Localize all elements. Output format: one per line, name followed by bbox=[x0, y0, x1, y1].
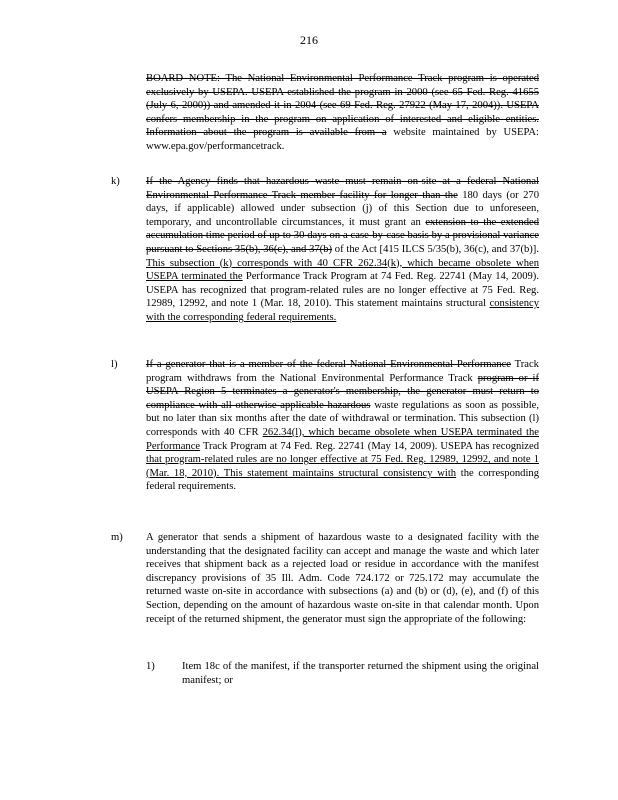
board-note-plain-text: website maintained by USEPA: www.epa.gov/performancetrack. bbox=[146, 127, 539, 152]
l-plain-text-3: Track Program at 74 Fed. Reg. 22741 (May 14, 2009). USEPA has recognized bbox=[200, 440, 539, 452]
board-note-struck-text: BOARD NOTE: The National Environmental Performance Track program is operated exclusively by USEPA. USEPA established the program in 2000 (see 65 Fed. Reg. 41655 (July 6, 2000)) and amended it in 2004 (see 69 Fed. Reg. 27922 (May 17, 2004)). USEPA confers membership in the program on application of interested and eligible entities. Information about the program is available from a bbox=[146, 73, 539, 139]
k-underlined-text-2: consistency with the corresponding federal requirements. bbox=[146, 298, 539, 323]
subsection-m-label: m) bbox=[111, 532, 123, 543]
k-plain-text-1: 180 days (or 270 days, if applicable) allowed under subsection (j) of this Section due to unforeseen, temporary, and uncontrollable circumstances, it must grant an bbox=[146, 189, 539, 228]
subsection-l-label: l) bbox=[111, 359, 118, 370]
subsection-k-label: k) bbox=[111, 176, 120, 187]
subsection-k-body bbox=[146, 175, 539, 325]
item-m1-body: Item 18c of the manifest, if the transporter returned the shipment using the original manifest; or bbox=[182, 661, 539, 686]
k-plain-text-3: Performance Track Program at 74 Fed. Reg. 22741 (May 14, 2009). USEPA has recognized that program-related rules are no longer effective at 75 Fed. Reg. 12989, 12992, and note 1 (Mar. 18, 2010). This statement maintains structural bbox=[146, 271, 539, 310]
l-plain-text-1: Track program withdraws from the National Environmental Performance Track bbox=[146, 359, 539, 384]
subsection-l-body bbox=[146, 358, 539, 494]
l-struck-text-1: If a generator that is a member of the federal National Environmental Performance bbox=[146, 359, 511, 370]
k-underlined-text-1: This subsection (k) corresponds with 40 CFR 262.34(k), which became obsolete when USEPA terminated the bbox=[146, 257, 539, 283]
board-note bbox=[146, 72, 539, 154]
k-struck-text-2: extension to the extended accumulation time period of up to 30 days on a case-by-case basis by a provisional variance pursuant to Sections 35(b), 36(c), and 37(b) bbox=[146, 216, 539, 255]
l-underlined-text-1: 262.34(l), which became obsolete when USEPA terminated the Performance bbox=[146, 426, 540, 452]
l-struck-text-2: program or if USEPA Region 5 terminates a generator's membership, the generator must return to compliance with all otherwise applicable hazardous bbox=[146, 372, 539, 411]
l-plain-text-4: the corresponding federal requirements. bbox=[146, 467, 540, 493]
item-m1-label: 1) bbox=[146, 661, 155, 672]
subsection-m-body: A generator that sends a shipment of hazardous waste to a designated facility with the understanding that the designated facility can accept and manage the waste and which later receives that shipment back as a rejected load or residue in accordance with the manifest discrepancy provisions of 35 Ill. Adm. Code 724.172 or 725.172 may accumulate the returned waste on-site in accordance with subsections (a) and (b) or (d), (e), and (f) of this Section, depending on the amount of hazardous waste on-site in that calendar month. Upon receipt of the returned shipment, the generator must sign the appropriate of the following: bbox=[146, 532, 539, 625]
k-plain-text-2: of the Act [415 ILCS 5/35(b), 36(c), and 37(b)]. bbox=[332, 243, 539, 255]
page-number: 216 bbox=[300, 33, 318, 47]
l-underlined-text-2: that program-related rules are no longer effective at 75 Fed. Reg. 12989, 12992, and note 1 (Mar. 18, 2010). This statement maintains structural consistency with bbox=[146, 454, 539, 479]
k-struck-text-1: If the Agency finds that hazardous waste must remain on-site at a federal National Environmental Performance Track member facility for longer than the bbox=[146, 176, 539, 201]
l-plain-text-2: waste regulations as soon as possible, but no later than six months after the date of withdrawal or termination. This subsection (l) corresponds with 40 CFR bbox=[146, 399, 539, 438]
